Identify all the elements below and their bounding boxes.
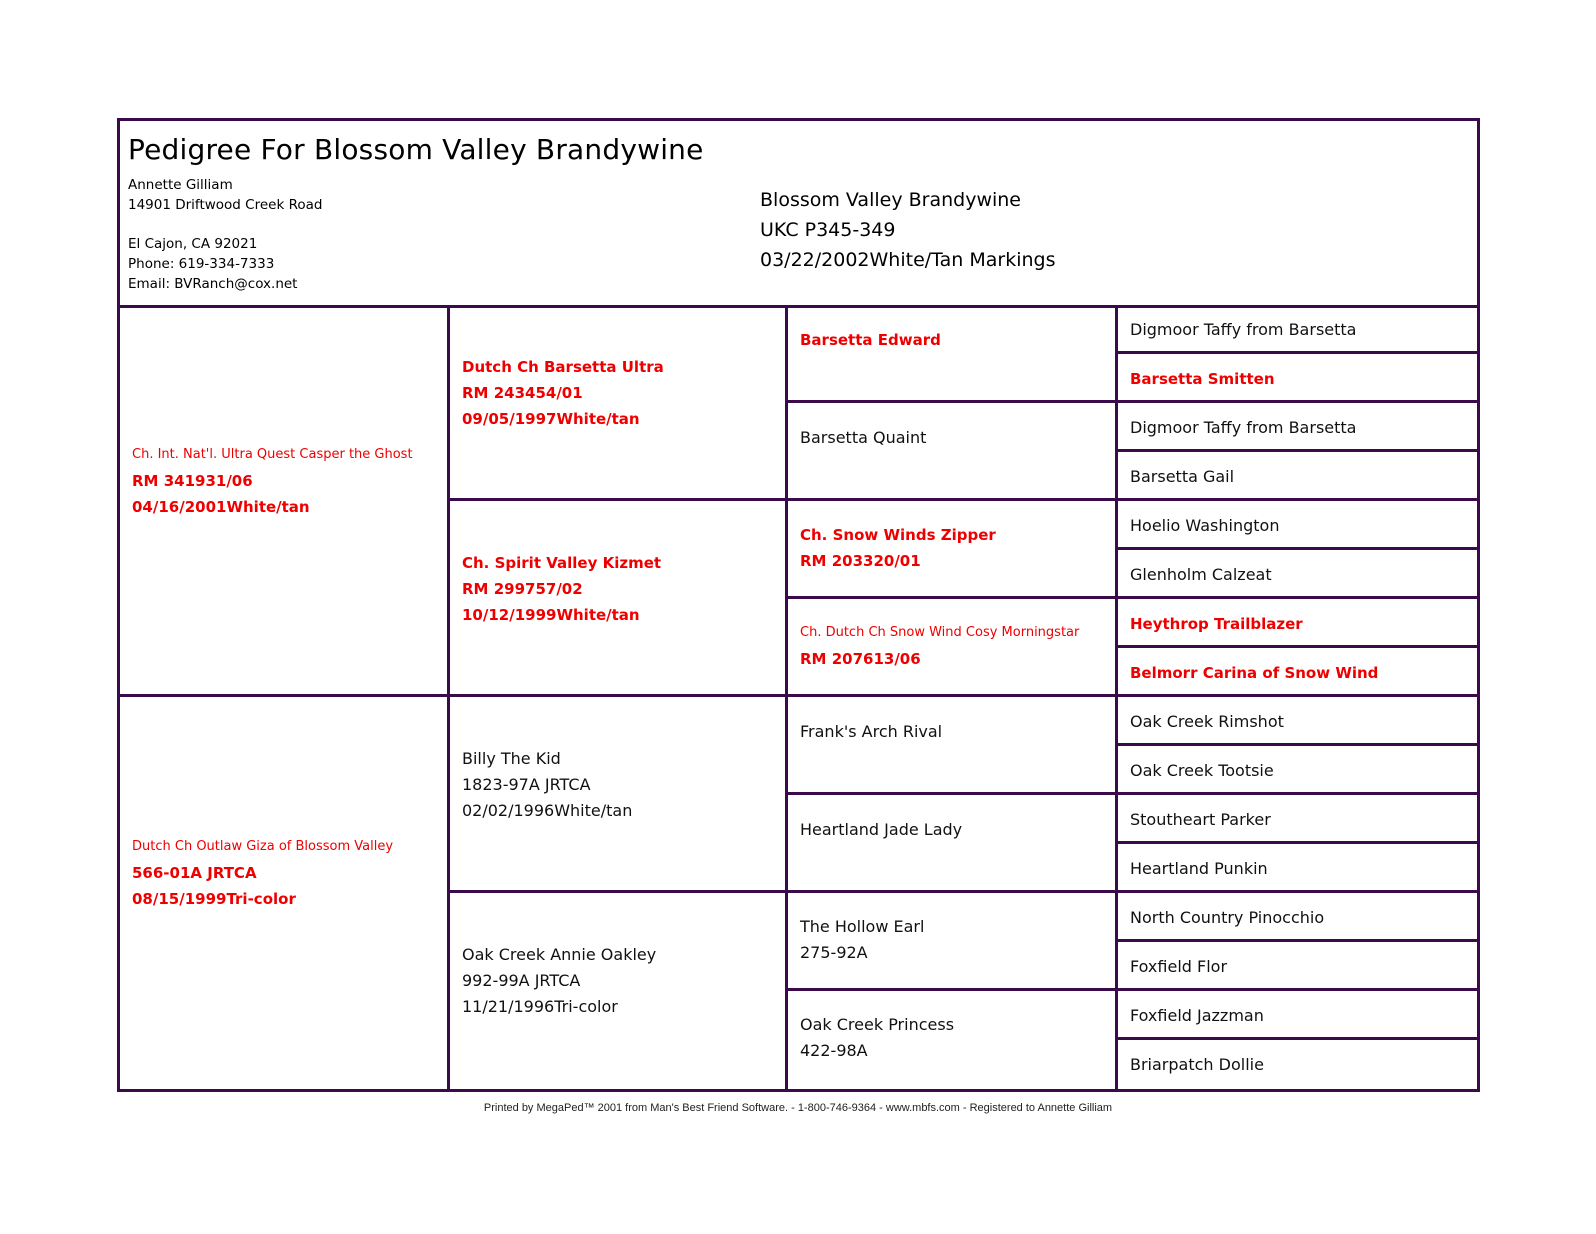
owner-info <box>128 175 322 294</box>
dog-name: The Hollow Earl <box>800 917 925 936</box>
dog-name: Ch. Snow Winds Zipper <box>800 526 996 544</box>
pedigree-cell-gen4 <box>1118 452 1477 501</box>
pedigree-cell-gen4 <box>1118 403 1477 452</box>
owner-city: El Cajon, CA 92021 <box>128 236 258 252</box>
pedigree-cell-gen4 <box>1118 599 1477 648</box>
dog-name: Ch. Dutch Ch Snow Wind Cosy Morningstar <box>800 625 1080 640</box>
dog-name: Hoelio Washington <box>1130 515 1280 535</box>
dog-name: Briarpatch Dollie <box>1130 1054 1264 1074</box>
pedigree-cell-gen4 <box>1118 501 1477 550</box>
dog-name: Frank's Arch Rival <box>800 722 943 741</box>
dog-reg: 275-92A <box>800 943 868 962</box>
owner-name: Annette Gilliam <box>128 177 233 193</box>
dog-reg: 422-98A <box>800 1041 868 1060</box>
footer-credit: Printed by MegaPed™ 2001 from Man's Best Friend Software. - 1-800-746-9364 - www.mbfs.com - Registered to Annette Gilliam <box>483 1102 1113 1114</box>
pedigree-cell-gen4 <box>1118 1040 1477 1089</box>
page-title: Pedigree For Blossom Valley Brandywine <box>128 133 704 166</box>
dog-name: Heartland Jade Lady <box>800 820 963 839</box>
pedigree-cell-gen2 <box>450 697 788 893</box>
dog-name: Oak Creek Rimshot <box>1130 711 1284 731</box>
subject-name: Blossom Valley Brandywine <box>760 189 1021 211</box>
dog-reg: 566-01A JRTCA <box>132 864 257 882</box>
dog-dob: 04/16/2001White/tan <box>132 498 310 516</box>
dog-name: Barsetta Edward <box>800 331 941 349</box>
dog-name: Foxfield Flor <box>1130 956 1228 976</box>
dog-name: Heythrop Trailblazer <box>1130 614 1303 633</box>
pedigree-cell-gen3 <box>788 305 1118 403</box>
pedigree-cell-gen3 <box>788 697 1118 795</box>
owner-address: 14901 Driftwood Creek Road <box>128 197 323 213</box>
dog-dob: 08/15/1999Tri-color <box>132 890 296 908</box>
dog-reg: RM 207613/06 <box>800 650 921 668</box>
dog-name: Ch. Spirit Valley Kizmet <box>462 554 662 572</box>
pedigree-cell-gen4 <box>1118 942 1477 991</box>
pedigree-cell-gen4 <box>1118 354 1477 403</box>
dog-name: Oak Creek Tootsie <box>1130 760 1274 780</box>
owner-email: Email: BVRanch@cox.net <box>128 276 298 292</box>
pedigree-cell-gen3 <box>788 991 1118 1089</box>
dog-name: Barsetta Quaint <box>800 428 927 447</box>
dog-name: Ch. Int. Nat'l. Ultra Quest Casper the Ghost <box>132 447 413 462</box>
pedigree-cell-gen3 <box>788 501 1118 599</box>
pedigree-cell-gen3 <box>788 795 1118 893</box>
dog-dob: 09/05/1997White/tan <box>462 410 640 428</box>
pedigree-cell-gen1 <box>120 697 450 1089</box>
pedigree-cell-gen1 <box>120 305 450 697</box>
pedigree-frame <box>117 118 1480 1092</box>
pedigree-cell-gen4 <box>1118 305 1477 354</box>
pedigree-cell-gen4 <box>1118 648 1477 697</box>
dog-name: Oak Creek Annie Oakley <box>462 945 657 964</box>
subject-dob-color: 03/22/2002White/Tan Markings <box>760 249 1056 271</box>
dog-name: Stoutheart Parker <box>1130 809 1271 829</box>
pedigree-cell-gen2 <box>450 893 788 1089</box>
dog-reg: RM 299757/02 <box>462 580 583 598</box>
pedigree-cell-gen4 <box>1118 844 1477 893</box>
dog-name: Billy The Kid <box>462 749 561 768</box>
owner-phone: Phone: 619-334-7333 <box>128 256 275 272</box>
dog-name: Glenholm Calzeat <box>1130 564 1272 584</box>
dog-dob: 11/21/1996Tri-color <box>462 997 618 1016</box>
dog-name: Foxfield Jazzman <box>1130 1005 1264 1025</box>
pedigree-cell-gen3 <box>788 403 1118 501</box>
pedigree-cell-gen4 <box>1118 550 1477 599</box>
subject-info <box>760 185 1055 275</box>
pedigree-cell-gen2 <box>450 501 788 697</box>
dog-name: Oak Creek Princess <box>800 1015 955 1034</box>
pedigree-cell-gen4 <box>1118 991 1477 1040</box>
pedigree-cell-gen3 <box>788 893 1118 991</box>
dog-name: Dutch Ch Barsetta Ultra <box>462 358 664 376</box>
dog-reg: 992-99A JRTCA <box>462 971 581 990</box>
dog-reg: 1823-97A JRTCA <box>462 775 591 794</box>
dog-name: North Country Pinocchio <box>1130 907 1325 927</box>
pedigree-cell-gen2 <box>450 305 788 501</box>
dog-name: Digmoor Taffy from Barsetta <box>1130 319 1357 339</box>
pedigree-cell-gen4 <box>1118 795 1477 844</box>
dog-name: Heartland Punkin <box>1130 858 1268 878</box>
pedigree-cell-gen4 <box>1118 893 1477 942</box>
dog-dob: 02/02/1996White/tan <box>462 801 633 820</box>
dog-name: Barsetta Gail <box>1130 466 1235 486</box>
pedigree-cell-gen4 <box>1118 697 1477 746</box>
dog-name: Dutch Ch Outlaw Giza of Blossom Valley <box>132 839 394 854</box>
dog-reg: RM 341931/06 <box>132 472 253 490</box>
dog-dob: 10/12/1999White/tan <box>462 606 640 624</box>
pedigree-cell-gen3 <box>788 599 1118 697</box>
dog-reg: RM 243454/01 <box>462 384 583 402</box>
dog-name: Belmorr Carina of Snow Wind <box>1130 663 1379 682</box>
dog-reg: RM 203320/01 <box>800 552 921 570</box>
pedigree-header <box>120 121 1477 308</box>
subject-registration: UKC P345-349 <box>760 219 896 241</box>
pedigree-cell-gen4 <box>1118 746 1477 795</box>
dog-name: Digmoor Taffy from Barsetta <box>1130 417 1357 437</box>
dog-name: Barsetta Smitten <box>1130 369 1275 388</box>
